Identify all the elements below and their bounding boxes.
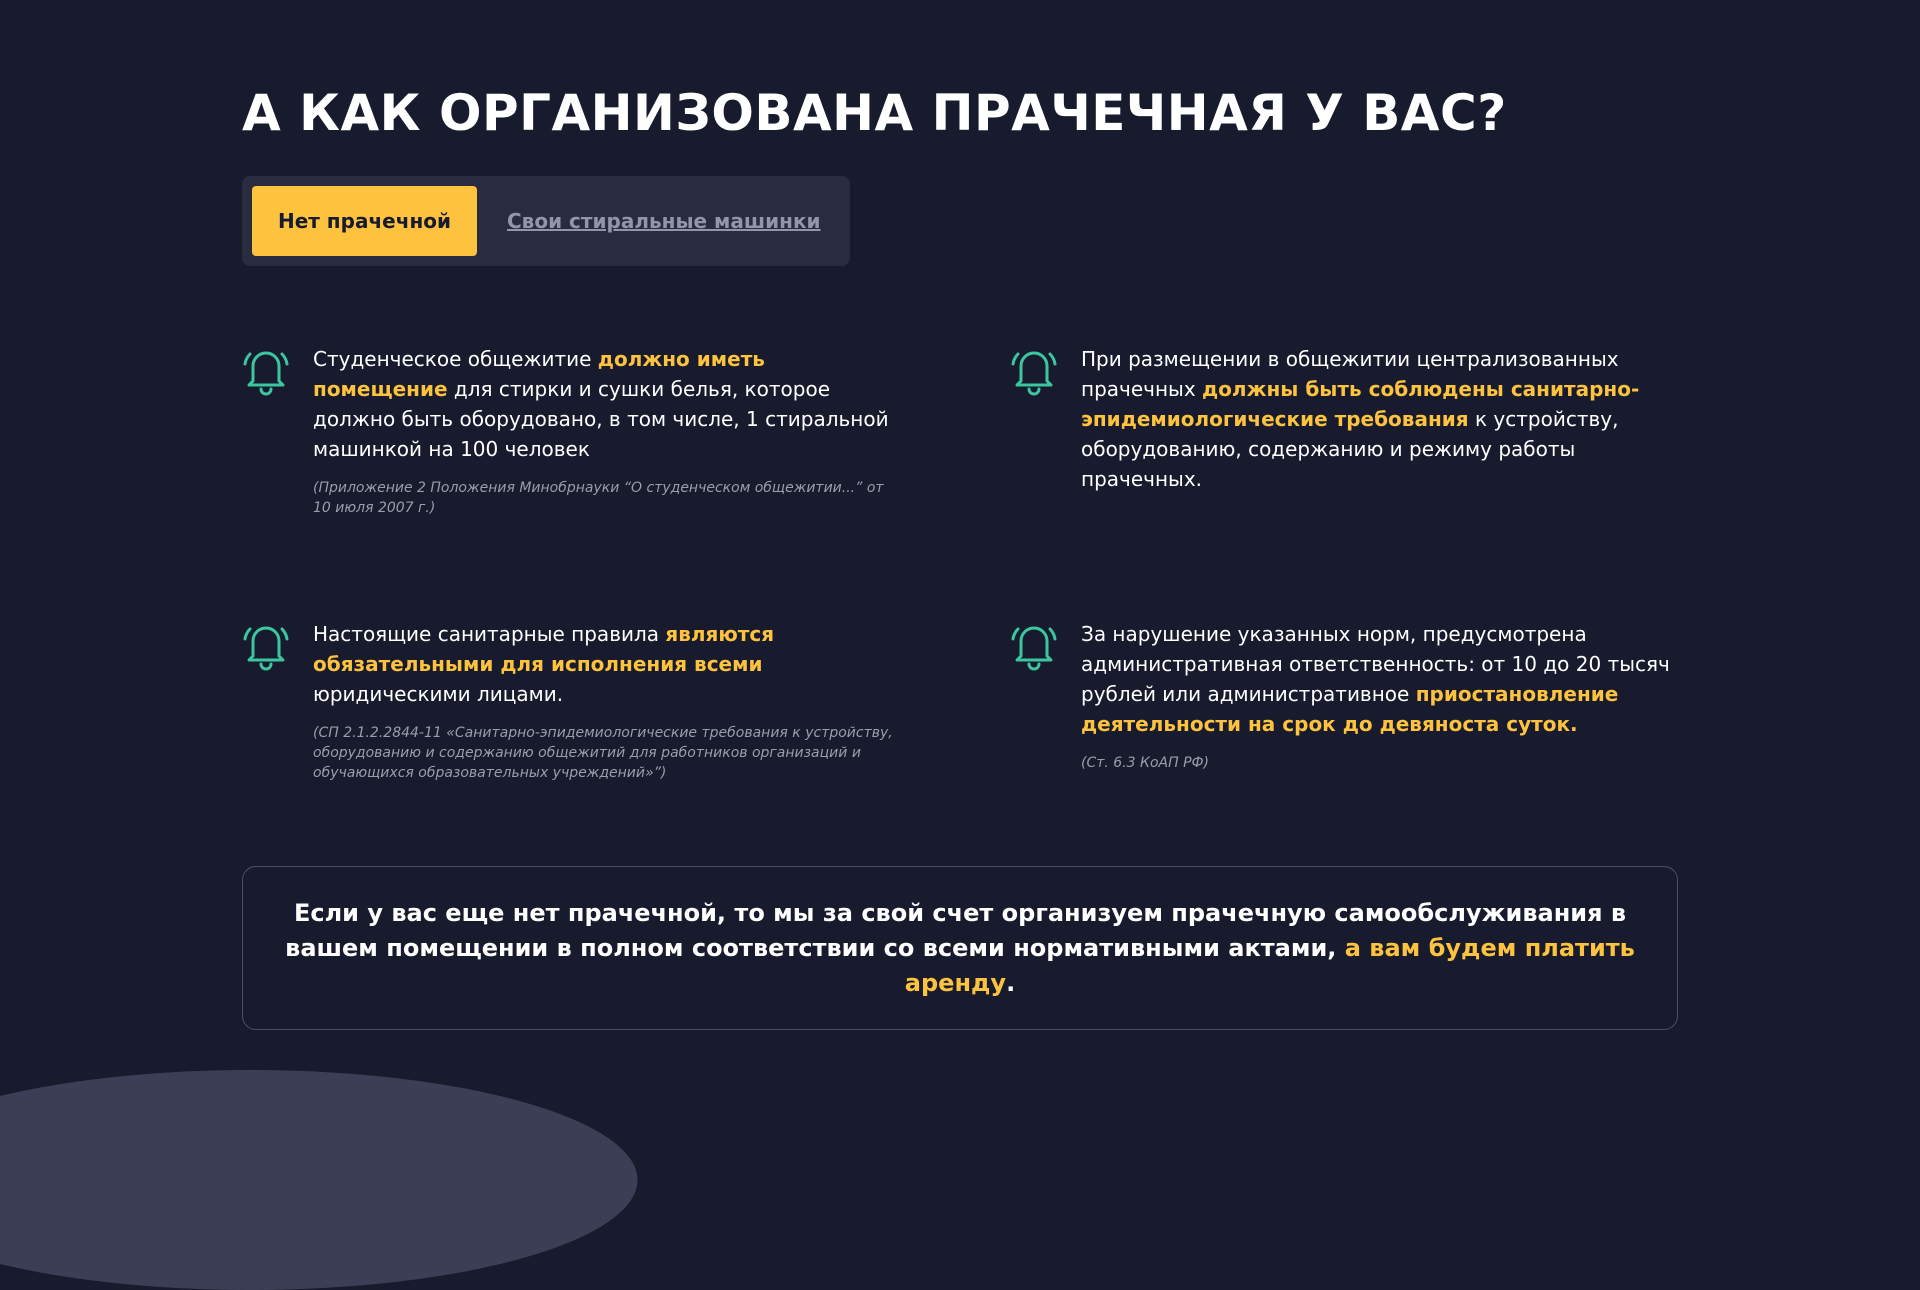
offer-text-accent: а вам будем платить аренду: [904, 933, 1635, 997]
card-highlight: являются обязательными для исполнения всеми: [313, 622, 775, 676]
card-source-note: (СП 2.1.2.2844-11 «Санитарно-эпидемиологические требования к устройству, оборудованию и содержанию общежитий для работников организаций и обучающихся образовательных учреждений»”): [313, 725, 893, 781]
card-text-after: к устройству, оборудованию, содержанию и режиму работы прачечных.: [1081, 407, 1619, 491]
offer-text-end: .: [1006, 968, 1016, 997]
page-title: А КАК ОРГАНИЗОВАНА ПРАЧЕЧНАЯ У ВАС?: [242, 84, 1507, 142]
laundry-type-tabs: [242, 176, 850, 266]
bell-icon: [1010, 344, 1058, 396]
card-highlight: приостановление деятельности на срок до девяноста суток.: [1081, 682, 1619, 736]
tab-own-washing-machines[interactable]: Свои стиральные машинки: [507, 209, 821, 233]
card-text: [313, 619, 903, 783]
card-text: [313, 344, 903, 518]
offer-banner: [242, 866, 1678, 1030]
card-text-before: За нарушение указанных норм, предусмотрена административная ответственность: от 10 до 20 тысяч рублей или административное: [1081, 622, 1670, 706]
decorative-wave: [0, 1070, 638, 1290]
card-text-before: Настоящие санитарные правила: [313, 622, 666, 646]
offer-text: [279, 896, 1641, 1001]
card-text-before: При размещении в общежитии централизованных прачечных: [1081, 347, 1619, 401]
card-highlight: должны быть соблюдены санитарно-эпидемиологические требования: [1081, 377, 1640, 431]
bell-icon: [242, 619, 290, 671]
card-text-after: юридическими лицами.: [313, 682, 564, 706]
offer-text-main: Если у вас еще нет прачечной, то мы за свой счет организуем прачечную самообслуживания в вашем помещении в полном соответствии со всеми нормативными актами,: [285, 898, 1627, 962]
card-highlight: должно иметь помещение: [313, 347, 765, 401]
card-text: [1081, 619, 1671, 773]
tab-no-laundry[interactable]: Нет прачечной: [252, 186, 477, 256]
card-text: [1081, 344, 1671, 494]
bell-icon: [1010, 619, 1058, 671]
bell-icon: [242, 344, 290, 396]
card-source-note: (Приложение 2 Положения Минобрнауки “О студенческом общежитии...” от 10 июля 2007 г.): [313, 480, 884, 516]
card-text-before: Студенческое общежитие: [313, 347, 598, 371]
card-source-note: (Ст. 6.3 КоАП РФ): [1081, 755, 1210, 771]
card-text-after: для стирки и сушки белья, которое должно быть оборудовано, в том числе, 1 стиральной машинкой на 100 человек: [313, 377, 889, 461]
